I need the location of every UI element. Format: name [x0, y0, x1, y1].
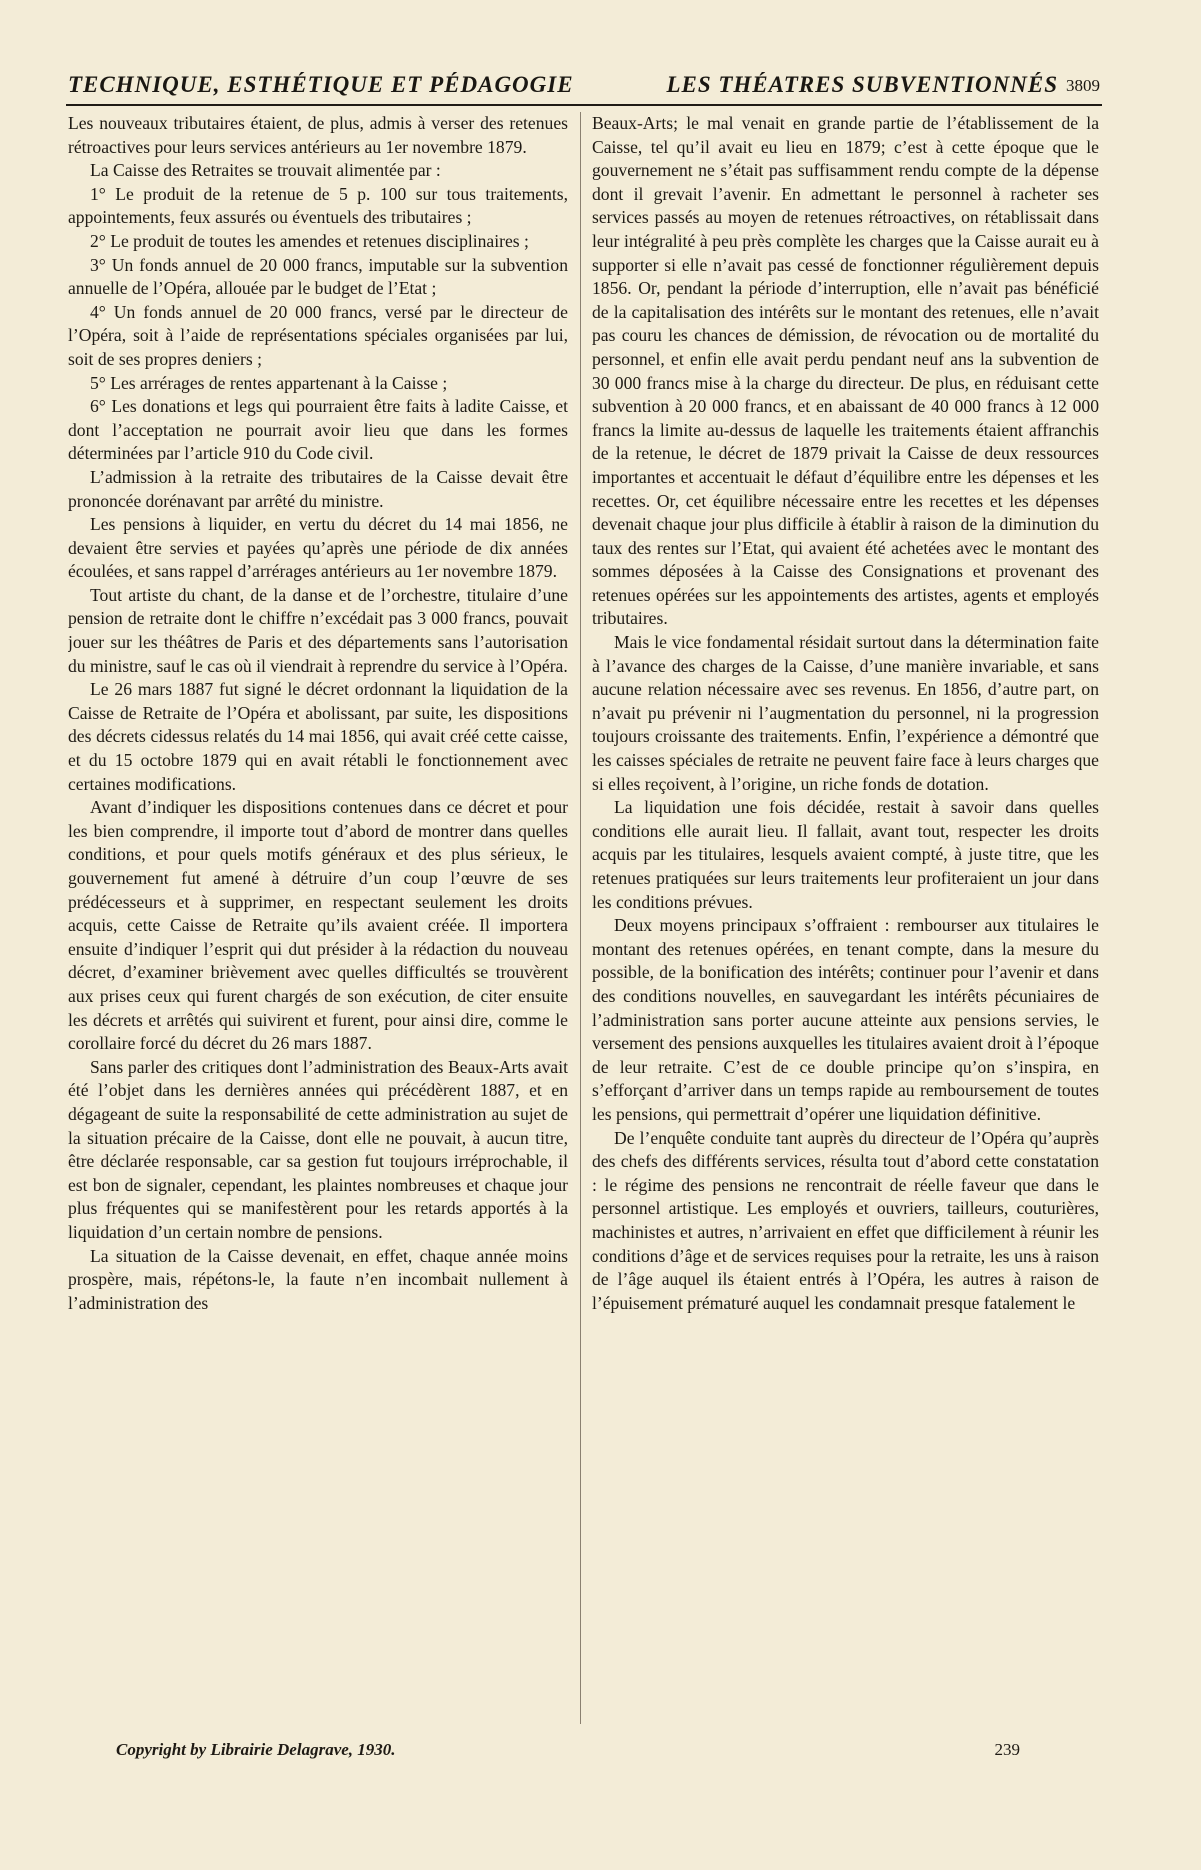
header-page-number: 3809 [1066, 76, 1100, 95]
list-item: 3° Un fonds annuel de 20 000 francs, imputable sur la subvention annuelle de l’Opéra, allouée par le budget de l’Etat ; [68, 254, 568, 299]
paragraph: Avant d’indiquer les dispositions contenues dans ce décret et pour les bien comprendre, il importe tout d’abord de montrer dans quelles conditions, et pour quels motifs généraux et des plus sérieux, le gouvernement fut amené à détruire d’un coup l’œuvre de ses prédécesseurs et à supprimer, en respectant seulement les droits acquis, cette Caisse de Retraite qu’ils avaient créée. Il importera ensuite d’indiquer l’esprit qui dut présider à la rédaction du nouveau décret, d’examiner brièvement avec quelles difficultés se trouvèrent aux prises ceux qui furent chargés de son exécution, de citer ensuite les décrets et arrêtés qui suivirent et furent, pour ainsi dire, comme le corollaire forcé du décret du 26 mars 1887. [68, 797, 568, 1054]
column-divider [580, 112, 581, 1724]
list-item: 2° Le produit de toutes les amendes et retenues disciplinaires ; [90, 230, 529, 251]
paragraph: La situation de la Caisse devenait, en effet, chaque année moins prospère, mais, répétons-le, la faute n’en incombait nullement à l’administration des [68, 1245, 568, 1313]
paragraph: Tout artiste du chant, de la danse et de l’orchestre, titulaire d’une pension de retraite dont le chiffre n’excédait pas 3 000 francs, pouvait jouer sur les théâtres de Paris et des départements sans l’autorisation du ministre, sauf le cas où il viendrait à reprendre du service à l’Opéra. [68, 584, 568, 676]
paragraph: Les nouveaux tributaires étaient, de plus, admis à verser des retenues rétroactives pour leurs services antérieurs au 1er novembre 1879. [68, 113, 568, 157]
left-column [68, 112, 568, 1734]
list-item: 5° Les arrérages de rentes appartenant à la Caisse ; [90, 372, 448, 393]
paragraph: L’admission à la retraite des tributaires de la Caisse devait être prononcée dorénavant par arrêté du ministre. [68, 466, 568, 511]
paragraph: De l’enquête conduite tant auprès du directeur de l’Opéra qu’auprès des chefs des différents services, résulta tout d’abord cette constatation : le régime des pensions ne rencontrait de réelle faveur que dans le personnel artistique. Les employés et ouvriers, tailleurs, couturières, machinistes et autres, n’arrivaient en effet que difficilement à réunir les conditions d’âge et de services requises pour la retraite, les uns à raison de l’âge auquel ils étaient entrés à l’Opéra, les autres à raison de l’épuisement prématuré auquel les condamnait presque fatalement le [592, 1127, 1099, 1313]
copyright-notice: Copyright by Librairie Delagrave, 1930. [116, 1740, 396, 1759]
paragraph: Deux moyens principaux s’offraient : rembourser aux titulaires le montant des retenues opérées, en tenant compte, dans la mesure du possible, de la bonification des intérêts; continuer pour l’avenir et dans des conditions nouvelles, en sauvegardant les intérêts pécuniaires de l’administration sans porter aucune atteinte aux pensions servies, le versement des pensions auxquelles les titulaires avaient droit à l’époque de leur retraite. C’est de ce double principe qu’on s’inspira, en s’efforçant d’arriver dans un temps rapide au remboursement de toutes les pensions, qui permettrait d’opérer une liquidation définitive. [592, 915, 1099, 1124]
list-item: 1° Le produit de la retenue de 5 p. 100 sur tous traitements, appointements, feux assurés ou éventuels des tributaires ; [68, 183, 568, 228]
paragraph: La liquidation une fois décidée, restait à savoir dans quelles conditions elle aurait lieu. Il fallait, avant tout, respecter les droits acquis par les titulaires, lesquels avaient compté, à juste titre, que les retenues pratiquées sur leurs traitements leur profiteraient un jour dans les conditions prévues. [592, 797, 1099, 912]
paragraph: Mais le vice fondamental résidait surtout dans la détermination faite à l’avance des charges de la Caisse, d’une manière invariable, et sans aucune relation nécessaire avec ses revenus. En 1856, d’autre part, on n’avait pu prévenir ni l’augmentation du personnel, ni la progression toujours croissante des traitements. Enfin, l’expérience a démontré que les caisses spéciales de retraite ne peuvent faire face à leurs charges que si elles reçoivent, à l’origine, un riche fonds de dotation. [592, 632, 1099, 794]
page-footer [68, 1740, 1100, 1770]
paragraph: Les pensions à liquider, en vertu du décret du 14 mai 1856, ne devaient être servies et payées qu’après une période de dix années écoulées, et sans rappel d’arrérages antérieurs au 1er novembre 1879. [68, 514, 568, 582]
folio-number: 239 [994, 1740, 1020, 1759]
paragraph: Beaux-Arts; le mal venait en grande partie de l’établissement de la Caisse, tel qu’il avait eu lieu en 1879; c’est à cette époque que le gouvernement ne s’était pas suffisamment rendu compte de la dépense dont il grevait l’avenir. En admettant le personnel à racheter ses services passés au moyen de retenues rétroactives, on rétablissait dans leur intégralité à peu près complète les charges que la Caisse aurait eu à supporter si elle n’avait pas cessé de fonctionner régulièrement depuis 1856. Or, pendant la période d’interruption, elle n’avait pas bénéficié de la capitalisation des intérêts sur le montant des retenues, elle n’avait pas couru les chances de démission, de révocation ou de mortalité du personnel, et enfin elle avait perdu pendant neuf ans la subvention de 30 000 francs mise à la charge du directeur. De plus, en réduisant cette subvention à 20 000 francs, et en abaissant de 40 000 francs à 12 000 francs la limite au-dessus de laquelle les traitements étaient affranchis de la retenue, le décret de 1879 privait la Caisse de deux ressources importantes et accentuait le défaut d’équilibre entre les dépenses et les recettes. Or, cet équilibre nécessaire entre les recettes et les dépenses devenait chaque jour plus difficile à établir à raison de la diminution du taux des rentes sur l’Etat, qui avaient été achetées avec le montant des sommes déposées à la Caisse des Consignations et provenant des retenues opérées sur les appointements des artistes, agents et employés tributaires. [592, 113, 1099, 629]
running-header [68, 72, 1100, 102]
header-chapter-title: LES THÉATRES SUBVENTIONNÉS [666, 72, 1058, 97]
header-section-title: TECHNIQUE, ESTHÉTIQUE ET PÉDAGOGIE [68, 72, 574, 97]
paragraph: Sans parler des critiques dont l’administration des Beaux-Arts avait été l’objet dans les dernières années qui précédèrent 1887, et en dégageant de suite la responsabilité de cette administration au sujet de la situation précaire de la Caisse, dont elle ne pouvait, à aucun titre, être déclarée responsable, car sa gestion fut toujours irréprochable, il est bon de signaler, cependant, les plaintes nombreuses et chaque jour plus fréquentes qui se manifestèrent pour les retards apportés à la liquidation d’un certain nombre de pensions. [68, 1056, 568, 1242]
paragraph: La Caisse des Retraites se trouvait alimentée par : [90, 160, 441, 181]
list-item: 6° Les donations et legs qui pourraient être faits à ladite Caisse, et dont l’acceptation ne pourrait avoir lieu que dans les formes déterminées par l’article 910 du Code civil. [68, 396, 568, 464]
header-rule [66, 104, 1102, 106]
paragraph: Le 26 mars 1887 fut signé le décret ordonnant la liquidation de la Caisse de Retraite de l’Opéra et abolissant, par suite, les dispositions des décrets cidessus relatés du 14 mai 1856, qui avait créé cette caisse, et du 15 octobre 1879 qui en avait rétabli le fonctionnement avec certaines modifications. [68, 679, 568, 794]
right-column [592, 112, 1099, 1734]
list-item: 4° Un fonds annuel de 20 000 francs, versé par le directeur de l’Opéra, soit à l’aide de représentations spéciales organisées par lui, soit de ses propres deniers ; [68, 301, 568, 369]
